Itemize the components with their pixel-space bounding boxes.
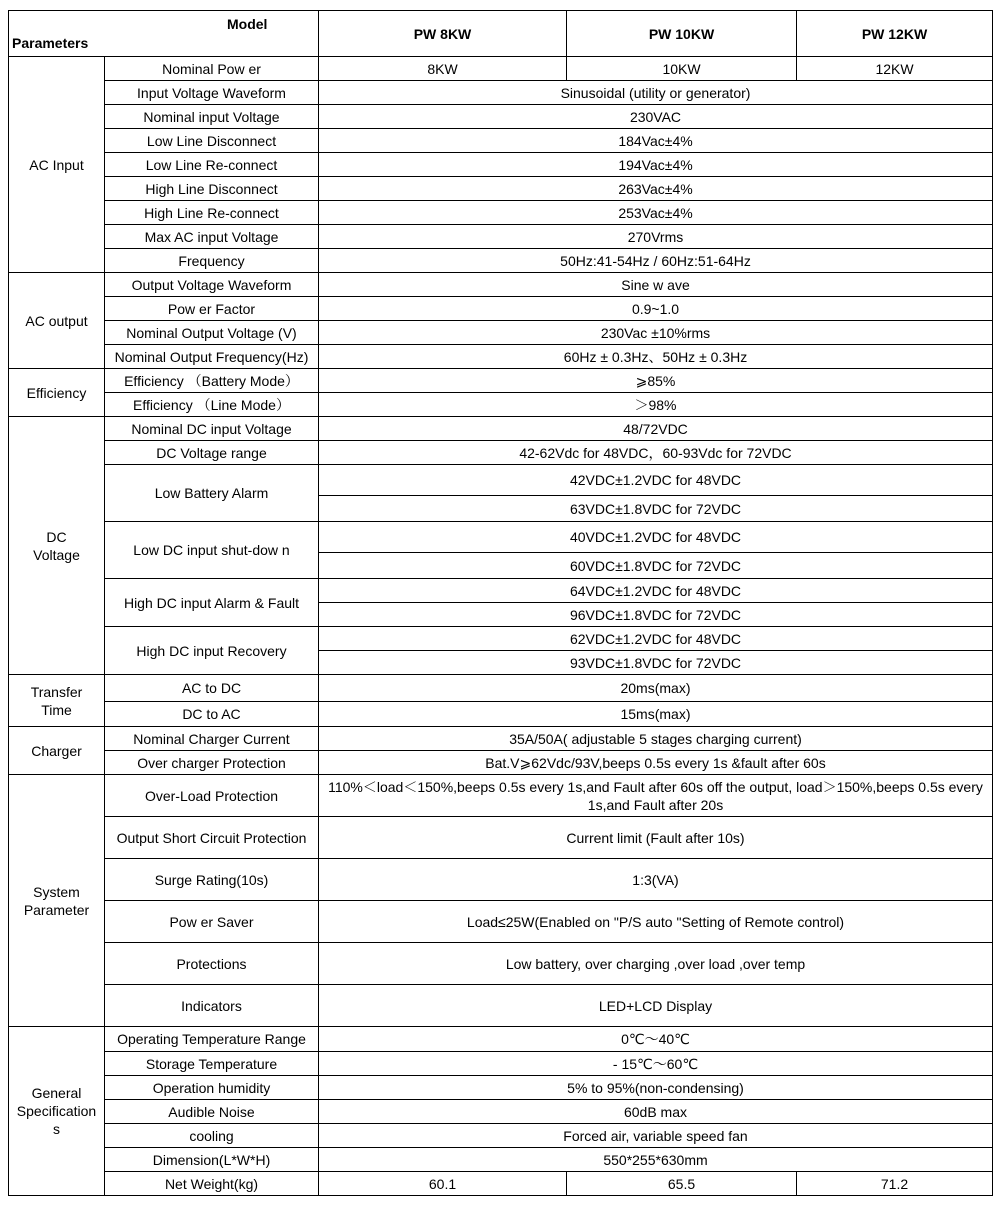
table-row — [9, 57, 993, 81]
row-label: Low Line Re-connect — [105, 153, 319, 177]
row-label: High DC input Alarm & Fault — [105, 579, 319, 627]
row-label: Output Short Circuit Protection — [105, 817, 319, 859]
table-row — [9, 943, 993, 985]
row-label: cooling — [105, 1124, 319, 1148]
row-value: 62VDC±1.2VDC for 48VDC — [319, 627, 993, 651]
row-label: Nominal DC input Voltage — [105, 417, 319, 441]
row-value: 15ms(max) — [319, 702, 993, 727]
row-label: Input Voltage Waveform — [105, 81, 319, 105]
table-row — [9, 1124, 993, 1148]
header-corner-cell — [9, 11, 319, 57]
row-value: 0℃～40℃ — [319, 1027, 993, 1052]
table-row — [9, 393, 993, 417]
row-label: Audible Noise — [105, 1100, 319, 1124]
row-value: Sinusoidal (utility or generator) — [319, 81, 993, 105]
row-value: - 15℃～60℃ — [319, 1052, 993, 1076]
header-row — [9, 11, 993, 57]
table-row — [9, 345, 993, 369]
table-row — [9, 105, 993, 129]
row-label: Low Line Disconnect — [105, 129, 319, 153]
row-value: 0.9~1.0 — [319, 297, 993, 321]
row-value: 71.2 — [797, 1172, 993, 1196]
table-row — [9, 751, 993, 775]
row-value: 60dB max — [319, 1100, 993, 1124]
row-label: Nominal Output Voltage (V) — [105, 321, 319, 345]
model-header-3: PW 12KW — [797, 11, 993, 57]
group-charger: Charger — [9, 727, 105, 775]
row-value: ⩾85% — [319, 369, 993, 393]
row-value: 65.5 — [567, 1172, 797, 1196]
row-label: Frequency — [105, 249, 319, 273]
row-label: Efficiency （Line Mode） — [105, 393, 319, 417]
row-label: Output Voltage Waveform — [105, 273, 319, 297]
table-row — [9, 775, 993, 817]
table-row — [9, 297, 993, 321]
table-row — [9, 1027, 993, 1052]
table-row — [9, 727, 993, 751]
row-label: Over charger Protection — [105, 751, 319, 775]
group-general-line1: General — [31, 1085, 82, 1101]
group-ac-input: AC Input — [9, 57, 105, 273]
row-label: Nominal Charger Current — [105, 727, 319, 751]
row-label: Indicators — [105, 985, 319, 1027]
row-value: 10KW — [567, 57, 797, 81]
table-row — [9, 1052, 993, 1076]
model-header-1: PW 8KW — [319, 11, 567, 57]
table-row — [9, 201, 993, 225]
table-row — [9, 225, 993, 249]
row-value: 253Vac±4% — [319, 201, 993, 225]
row-label: Pow er Factor — [105, 297, 319, 321]
table-row — [9, 985, 993, 1027]
table-row — [9, 1148, 993, 1172]
parameters-label: Parameters — [12, 35, 89, 51]
row-label: Nominal input Voltage — [105, 105, 319, 129]
group-general-specifications — [9, 1027, 105, 1196]
group-general-line2: Specification — [16, 1103, 97, 1119]
table-row — [9, 273, 993, 297]
row-value: 110%＜load＜150%,beeps 0.5s every 1s,and Fault after 60s off the output, load＞150%,beeps 0.5s every 1s,and Fault after 20s — [319, 775, 993, 817]
row-value: 270Vrms — [319, 225, 993, 249]
table-row — [9, 129, 993, 153]
table-row — [9, 465, 993, 496]
row-value: 63VDC±1.8VDC for 72VDC — [319, 496, 993, 522]
table-row — [9, 901, 993, 943]
table-row — [9, 627, 993, 651]
row-value: 60.1 — [319, 1172, 567, 1196]
group-system-parameter — [9, 775, 105, 1027]
row-label: Operation humidity — [105, 1076, 319, 1100]
row-label: Low Battery Alarm — [105, 465, 319, 522]
table-row — [9, 369, 993, 393]
group-efficiency: Efficiency — [9, 369, 105, 417]
row-value: 550*255*630mm — [319, 1148, 993, 1172]
row-label: High Line Disconnect — [105, 177, 319, 201]
row-label: Pow er Saver — [105, 901, 319, 943]
row-value: 42-62Vdc for 48VDC，60-93Vdc for 72VDC — [319, 441, 993, 465]
row-value: Bat.V⩾62Vdc/93V,beeps 0.5s every 1s &fault after 60s — [319, 751, 993, 775]
table-row — [9, 81, 993, 105]
row-value: 5% to 95%(non-condensing) — [319, 1076, 993, 1100]
row-value: 48/72VDC — [319, 417, 993, 441]
row-label: High DC input Recovery — [105, 627, 319, 675]
row-value: 1:3(VA) — [319, 859, 993, 901]
table-row — [9, 1172, 993, 1196]
row-label: AC to DC — [105, 675, 319, 702]
row-value: 60VDC±1.8VDC for 72VDC — [319, 553, 993, 579]
row-label: Storage Temperature — [105, 1052, 319, 1076]
row-value: 93VDC±1.8VDC for 72VDC — [319, 651, 993, 675]
row-value: 20ms(max) — [319, 675, 993, 702]
row-label: Low DC input shut-dow n — [105, 522, 319, 579]
group-general-line3: s — [53, 1121, 60, 1137]
group-dc-line1: DC — [46, 528, 67, 545]
table-row — [9, 579, 993, 603]
group-transfer-time — [9, 675, 105, 727]
row-label: Nominal Output Frequency(Hz) — [105, 345, 319, 369]
row-label: Net Weight(kg) — [105, 1172, 319, 1196]
row-label: Protections — [105, 943, 319, 985]
row-value: 64VDC±1.2VDC for 48VDC — [319, 579, 993, 603]
row-value: 40VDC±1.2VDC for 48VDC — [319, 522, 993, 553]
row-value: 35A/50A( adjustable 5 stages charging current) — [319, 727, 993, 751]
row-value: 42VDC±1.2VDC for 48VDC — [319, 465, 993, 496]
row-value: 194Vac±4% — [319, 153, 993, 177]
group-transfer-line2: Time — [41, 701, 72, 718]
row-label: Efficiency （Battery Mode） — [105, 369, 319, 393]
row-value: Forced air, variable speed fan — [319, 1124, 993, 1148]
row-value: Load≤25W(Enabled on "P/S auto "Setting of Remote control) — [319, 901, 993, 943]
row-label: Over-Load Protection — [105, 775, 319, 817]
row-value: 50Hz:41-54Hz / 60Hz:51-64Hz — [319, 249, 993, 273]
group-ac-output: AC output — [9, 273, 105, 369]
model-label: Model — [227, 16, 268, 32]
row-value: Sine w ave — [319, 273, 993, 297]
spec-table — [8, 10, 993, 1196]
row-value: 263Vac±4% — [319, 177, 993, 201]
row-value: LED+LCD Display — [319, 985, 993, 1027]
row-value: Low battery, over charging ,over load ,over temp — [319, 943, 993, 985]
row-label: DC Voltage range — [105, 441, 319, 465]
table-row — [9, 249, 993, 273]
table-row — [9, 153, 993, 177]
table-row — [9, 177, 993, 201]
row-label: Max AC input Voltage — [105, 225, 319, 249]
table-row — [9, 859, 993, 901]
row-value: 60Hz ± 0.3Hz、50Hz ± 0.3Hz — [319, 345, 993, 369]
group-system-line2: Parameter — [23, 901, 90, 918]
table-row — [9, 675, 993, 702]
row-label: Dimension(L*W*H) — [105, 1148, 319, 1172]
row-label: Nominal Pow er — [105, 57, 319, 81]
row-value: 230Vac ±10%rms — [319, 321, 993, 345]
model-header-2: PW 10KW — [567, 11, 797, 57]
row-value: 230VAC — [319, 105, 993, 129]
row-label: High Line Re-connect — [105, 201, 319, 225]
table-row — [9, 817, 993, 859]
row-value: 12KW — [797, 57, 993, 81]
row-label: Surge Rating(10s) — [105, 859, 319, 901]
table-row — [9, 702, 993, 727]
table-row — [9, 441, 993, 465]
row-value: 96VDC±1.8VDC for 72VDC — [319, 603, 993, 627]
group-dc-line2: Voltage — [33, 546, 80, 563]
row-value: Current limit (Fault after 10s) — [319, 817, 993, 859]
table-row — [9, 1100, 993, 1124]
table-row — [9, 417, 993, 441]
group-transfer-line1: Transfer — [30, 683, 83, 700]
row-value: 184Vac±4% — [319, 129, 993, 153]
row-value: 8KW — [319, 57, 567, 81]
table-row — [9, 522, 993, 553]
row-value: ＞98% — [319, 393, 993, 417]
row-label: DC to AC — [105, 702, 319, 727]
table-row — [9, 321, 993, 345]
group-dc-voltage — [9, 417, 105, 675]
row-label: Operating Temperature Range — [105, 1027, 319, 1052]
table-row — [9, 1076, 993, 1100]
group-system-line1: System — [33, 883, 80, 900]
